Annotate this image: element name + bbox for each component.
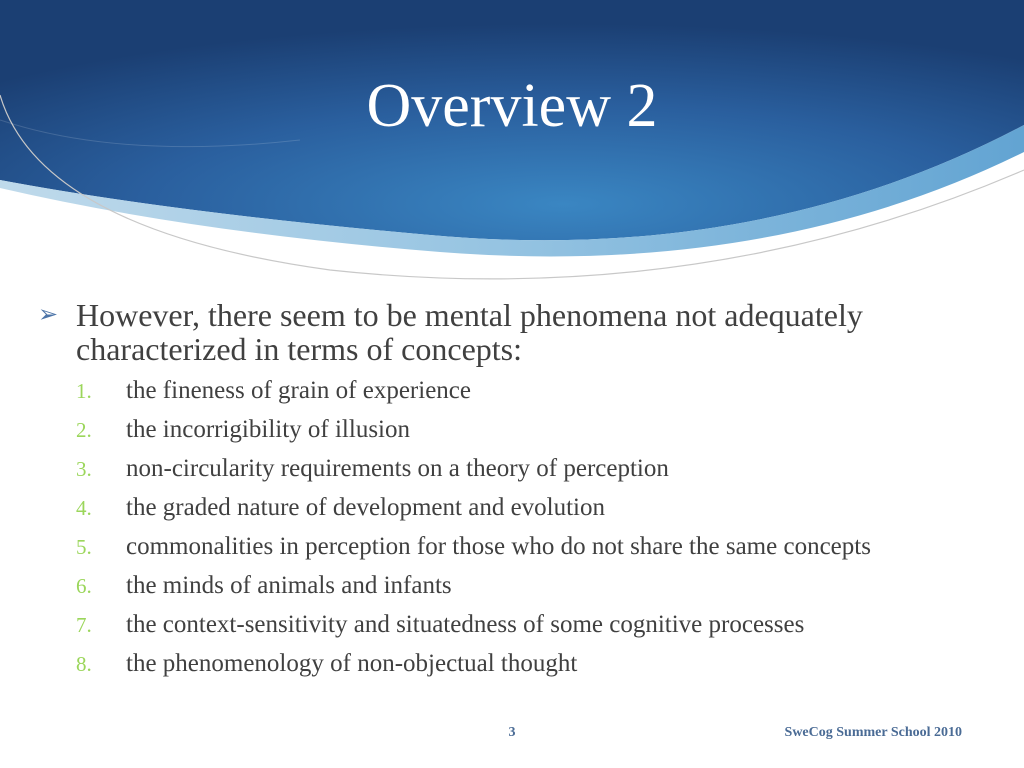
list-item: [76, 415, 988, 445]
list-item-text: the graded nature of development and evolution: [126, 494, 606, 521]
list-item-text: commonalities in perception for those who do not share the same concepts: [126, 533, 871, 560]
list-number: 4.: [76, 496, 92, 520]
list-item: [76, 610, 988, 640]
list-item-text: the fineness of grain of experience: [126, 377, 471, 404]
numbered-list: [76, 376, 988, 679]
header-banner: [0, 0, 1024, 300]
main-bullet: [38, 296, 988, 366]
list-item-text: the phenomenology of non-objectual thought: [126, 650, 578, 677]
list-item: [76, 571, 988, 601]
list-number: 8.: [76, 652, 92, 676]
list-item-text: the incorrigibility of illusion: [126, 416, 410, 443]
list-number: 6.: [76, 574, 92, 598]
list-number: 3.: [76, 457, 92, 481]
list-item-text: non-circularity requirements on a theory of perception: [126, 455, 669, 482]
list-item: [76, 493, 988, 523]
list-item: [76, 376, 988, 406]
list-number: 2.: [76, 418, 92, 442]
list-item: [76, 454, 988, 484]
slide-content: [38, 296, 988, 688]
main-bullet-text: However, there seem to be mental phenomena not adequately characterized in terms of concepts:: [76, 297, 863, 367]
list-item: [76, 532, 988, 562]
page-number: 3: [508, 725, 516, 740]
arrowhead-bullet-icon: ➢: [38, 300, 59, 328]
footer-text: SweCog Summer School 2010: [784, 725, 962, 740]
list-number: 7.: [76, 613, 92, 637]
list-number: 1.: [76, 379, 92, 403]
list-number: 5.: [76, 535, 92, 559]
list-item: [76, 649, 988, 679]
slide-title: Overview 2: [366, 72, 658, 140]
list-item-text: the minds of animals and infants: [126, 572, 452, 599]
list-item-text: the context-sensitivity and situatedness of some cognitive processes: [126, 611, 805, 638]
